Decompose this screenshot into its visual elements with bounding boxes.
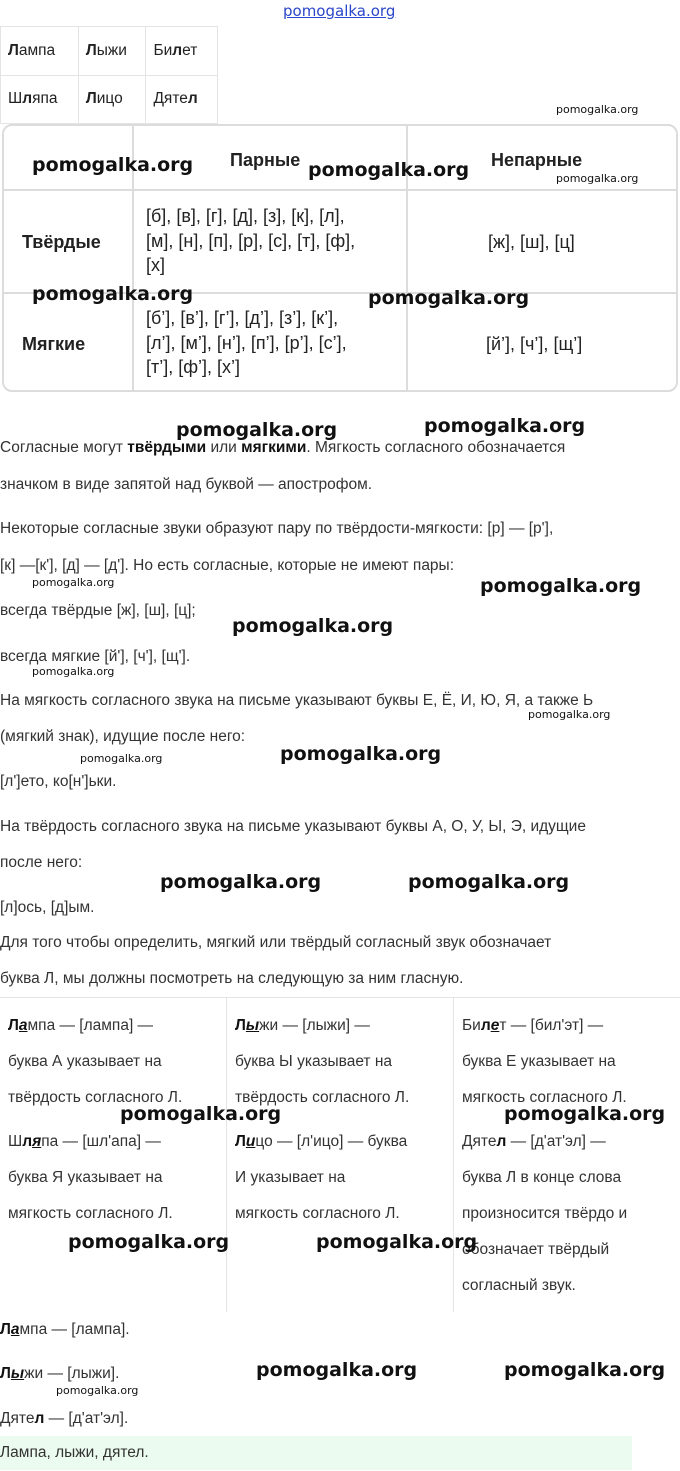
watermark: pomogalka.org — [32, 283, 194, 305]
word-cell: Шляпа — [1, 75, 79, 124]
paragraph-line: [л']ето, ко[н']ьки. — [0, 773, 117, 790]
soft-paired-list: [б’], [в’], [г’], [д’], [з’], [к’], [л’], [м’], [н’], [п’], [р’], [с’], [т’], [ф’], [х’] — [146, 308, 347, 377]
watermark: pomogalka.org — [32, 154, 194, 176]
watermark-small: pomogalka.org — [80, 752, 163, 765]
example-lyzhi: Лыжи — [лыжи] — буква Ы указывает на твёрдость согласного Л. — [235, 1017, 410, 1106]
paragraph-line: [л]ось, [д]ым. — [0, 899, 95, 916]
paragraph-line: Для того чтобы определить, мягкий или твёрдый согласный звук обозначает — [0, 934, 552, 951]
watermark: pomogalka.org — [408, 871, 570, 893]
examples-column — [227, 998, 454, 1312]
paragraph-line: На мягкость согласного звука на письме указывают буквы Е, Ё, И, Ю, Я, а также Ь — [0, 692, 594, 709]
word-cell: Лыжи — [78, 27, 146, 76]
answer-box: Лампа, лыжи, дятел. — [0, 1436, 632, 1470]
paragraph-line: Согласные могут твёрдыми или мягкими. Мягкость согласного обозначается — [0, 439, 566, 456]
example-shlyapa: Шляпа — [шл'апа] — буква Я указывает на мягкость согласного Л. — [8, 1133, 173, 1222]
examples-grid — [0, 997, 680, 1312]
soft-unpaired-list: [й’], [ч’], [щ’] — [486, 334, 583, 354]
watermark: pomogalka.org — [68, 1231, 230, 1253]
watermark: pomogalka.org — [308, 159, 470, 181]
paragraph-line: (мягкий знак), идущие после него: — [0, 728, 246, 745]
watermark: pomogalka.org — [504, 1103, 666, 1125]
hard-paired-list: [б], [в], [г], [д], [з], [к], [л], [м], [н], [п], [р], [с], [т], [ф], [х] — [146, 206, 356, 275]
watermark: pomogalka.org — [316, 1231, 478, 1253]
watermark: pomogalka.org — [280, 743, 442, 765]
paragraph-line: На твёрдость согласного звука на письме указывают буквы А, О, У, Ы, Э, идущие — [0, 818, 586, 835]
paragraph-line: значком в виде запятой над буквой — апострофом. — [0, 476, 373, 493]
watermark: pomogalka.org — [232, 615, 394, 637]
word-grid — [0, 26, 218, 124]
watermark-small: pomogalka.org — [56, 1384, 139, 1397]
example-dyatel: Дятел — [д'ат'эл] — буква Л в конце слова произносится твёрдо и обозначает твёрдый согласный звук. — [462, 1133, 628, 1294]
summary-line: Дятел — [д'ат'эл]. — [0, 1410, 129, 1427]
watermark: pomogalka.org — [160, 871, 322, 893]
watermark: pomogalka.org — [120, 1103, 282, 1125]
watermark: pomogalka.org — [504, 1359, 666, 1381]
paragraph-line: Некоторые согласные звуки образуют пару по твёрдости-мягкости: [р] — [р'], — [0, 520, 554, 537]
watermark-top[interactable]: pomogalka.org — [283, 2, 396, 20]
watermark-small: pomogalka.org — [32, 576, 115, 589]
watermark: pomogalka.org — [480, 575, 642, 597]
row-label-hard: Твёрдые — [22, 232, 101, 252]
paragraph-line: всегда мягкие [й'], [ч'], [щ']. — [0, 648, 191, 665]
example-litso: Лицо — [л'ицо] — буква И указывает на мягкость согласного Л. — [235, 1133, 408, 1222]
summary-line: Лампа — [лампа]. — [0, 1321, 130, 1338]
summary-line: Лыжи — [лыжи]. — [0, 1365, 120, 1382]
word-cell: Лампа — [1, 27, 79, 76]
word-cell: Дятел — [146, 75, 218, 124]
watermark-small: pomogalka.org — [32, 665, 115, 678]
hard-unpaired-list: [ж], [ш], [ц] — [488, 232, 575, 252]
examples-column — [0, 998, 230, 1312]
watermark-small: pomogalka.org — [528, 708, 611, 721]
row-label-soft: Мягкие — [22, 334, 86, 354]
watermark-small: pomogalka.org — [556, 103, 639, 116]
paragraph-line: буква Л, мы должны посмотреть на следующую за ним гласную. — [0, 970, 464, 987]
example-bilet: Билет — [бил'эт] — буква Е указывает на мягкость согласного Л. — [462, 1017, 627, 1106]
watermark: pomogalka.org — [368, 287, 530, 309]
word-cell: Лицо — [78, 75, 146, 124]
paragraph-line: всегда твёрдые [ж], [ш], [ц]; — [0, 602, 196, 619]
watermark: pomogalka.org — [256, 1359, 418, 1381]
watermark: pomogalka.org — [424, 415, 586, 437]
header-paired: Парные — [230, 150, 301, 170]
watermark-small: pomogalka.org — [556, 172, 639, 185]
watermark: pomogalka.org — [176, 419, 338, 441]
word-cell: Билет — [146, 27, 218, 76]
example-lampa: Лампа — [лампа] — буква А указывает на твёрдость согласного Л. — [8, 1017, 183, 1106]
examples-column — [454, 998, 680, 1312]
paragraph-line: [к] —[к'], [д] — [д']. Но есть согласные, которые не имеют пары: — [0, 557, 455, 574]
header-unpaired: Непарные — [491, 150, 583, 170]
paragraph-line: после него: — [0, 854, 83, 871]
